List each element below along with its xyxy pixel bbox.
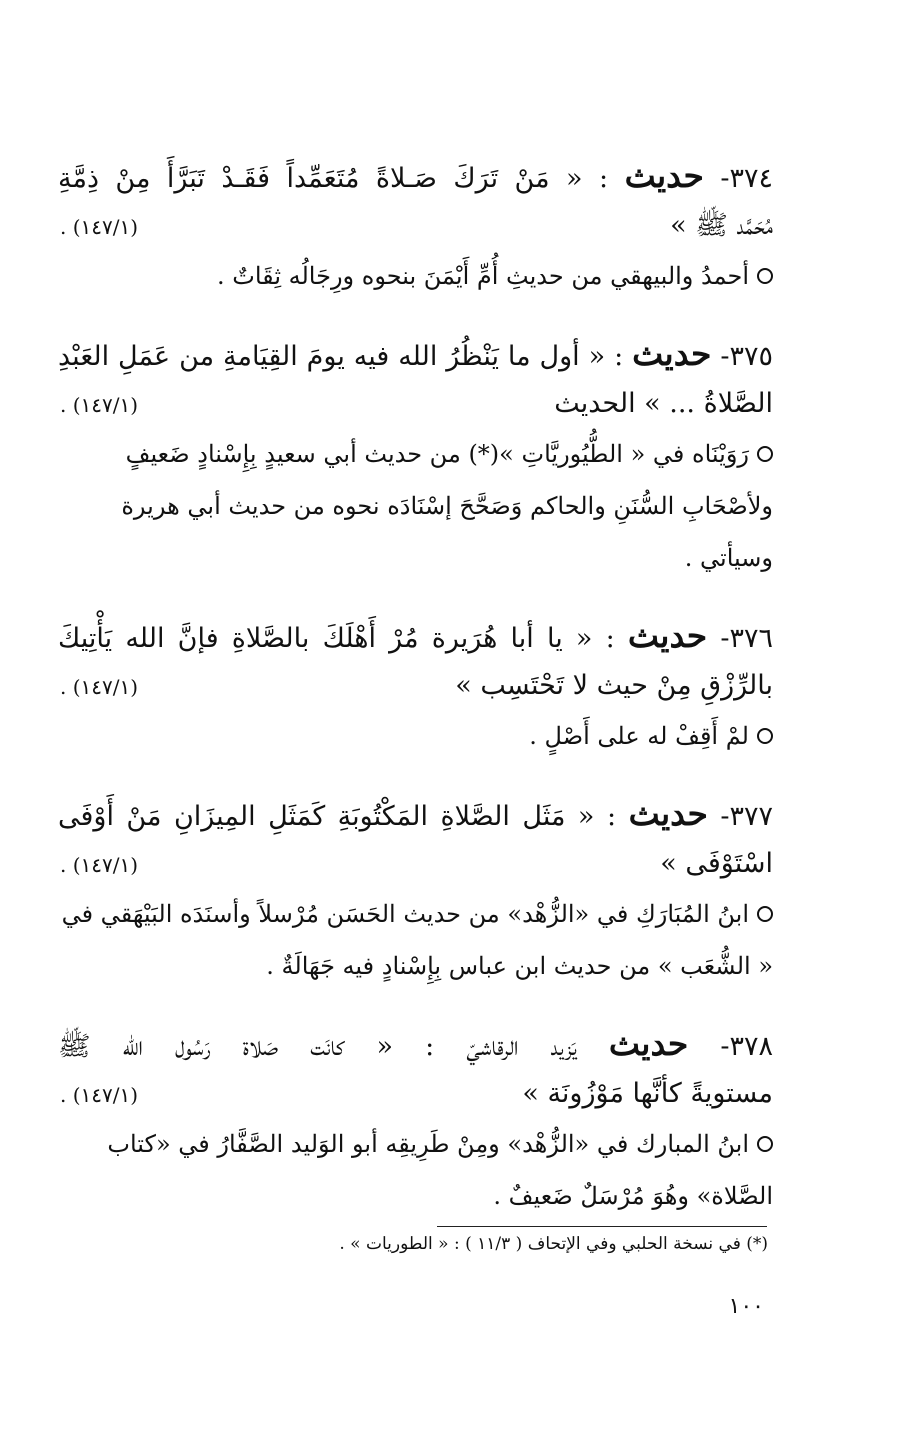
entry-first-line bbox=[58, 1018, 773, 1070]
entry-second-line bbox=[58, 840, 773, 888]
entry-number: ٣٧٧- bbox=[720, 801, 773, 832]
entry-second-line bbox=[58, 1070, 773, 1118]
volume-reference: (١٤٧/١) . bbox=[60, 1083, 139, 1107]
keyword-hadith: حديث bbox=[627, 616, 708, 655]
entry-colon: : bbox=[606, 801, 617, 832]
entry-text-continued: مُحَمَّد ﷺ » bbox=[670, 210, 773, 241]
footnote: (*) في نسخة الحلبي وفي الإتحاف ( ١١/٣ ) : « الطوريات » . bbox=[339, 1234, 768, 1254]
entry-number: ٣٧٥- bbox=[720, 341, 773, 372]
note-text: لمْ أَقِفْ له على أَصْلٍ . bbox=[529, 722, 749, 750]
entry-text-continued: بالرِّزْقِ مِنْ حيث لا تَحْتَسِب » bbox=[455, 670, 773, 701]
hadith-entry bbox=[58, 1018, 773, 1222]
entry-text-continued: الصَّلاةُ ... » الحديث bbox=[554, 388, 773, 419]
circle-bullet-icon bbox=[757, 1136, 773, 1152]
entry-second-line bbox=[58, 380, 773, 428]
volume-reference: (١٤٧/١) . bbox=[60, 853, 139, 877]
entry-first-line bbox=[58, 788, 773, 840]
entry-number: ٣٧٨- bbox=[720, 1031, 773, 1062]
volume-reference: (١٤٧/١) . bbox=[60, 215, 139, 239]
circle-bullet-icon bbox=[757, 728, 773, 744]
page-number: ١٠٠ bbox=[728, 1294, 764, 1319]
entry-text-continued: مستويةً كأنَّها مَوْزُونَة » bbox=[522, 1078, 773, 1109]
note-text: أحمدُ والبيهقي من حديثِ أُمِّ أَيْمَنَ بنحوه ورِجَالُه ثِقَاتٌ . bbox=[217, 262, 749, 290]
takhrij-note bbox=[58, 250, 773, 302]
keyword-hadith: حديث bbox=[632, 334, 712, 373]
note-text: ابنُ المبارك في «الزُّهْد» ومِنْ طَرِيقِه أبو الوَليد الصَّفَّارُ في «كتاب الصَّلاة» وهُوَ مُرْسَلٌ ضَعيفٌ . bbox=[107, 1130, 773, 1210]
takhrij-note bbox=[58, 1118, 773, 1222]
entry-first-line bbox=[58, 328, 773, 380]
entry-number: ٣٧٦- bbox=[720, 623, 773, 654]
entry-text: « مَنْ تَرَكَ صَـلاةً مُتَعَمِّداً فَقَـدْ تَبَرَّأَ مِنْ ذِمَّةِ bbox=[58, 163, 583, 194]
note-text: ابنُ المُبَارَكِ في «الزُّهْد» من حديث الحَسَن مُرْسلاً وأسنَدَه البَيْهَقي في « الشُّعَب » من حديث ابن عباس بِإِسْنادٍ فيه جَهَالَةٌ . bbox=[61, 900, 773, 980]
volume-reference: (١٤٧/١) . bbox=[60, 675, 139, 699]
takhrij-note bbox=[58, 888, 773, 992]
circle-bullet-icon bbox=[757, 906, 773, 922]
keyword-hadith: حديث bbox=[628, 794, 708, 833]
hadith-entry bbox=[58, 328, 773, 584]
entry-number: ٣٧٤- bbox=[720, 163, 773, 194]
entry-colon: : bbox=[605, 623, 615, 654]
hadith-entry bbox=[58, 610, 773, 762]
entry-text: « يا أبا هُرَيرة مُرْ أَهْلَكَ بالصَّلاةِ فإنَّ الله يَأْتِيكَ bbox=[58, 623, 593, 654]
entry-colon: : bbox=[614, 341, 624, 372]
takhrij-note bbox=[58, 428, 773, 584]
entry-colon: : bbox=[599, 163, 609, 194]
entry-text: « أول ما يَنْظُرُ الله فيه يومَ القِيَامةِ من عَمَلِ العَبْدِ bbox=[58, 341, 606, 372]
entry-second-line bbox=[58, 202, 773, 250]
circle-bullet-icon bbox=[757, 446, 773, 462]
footnote-divider bbox=[437, 1226, 767, 1227]
note-text: رَوَيْنَاه في « الطُّيُوريَّاتِ »(*) من حديث أبي سعيدٍ بِإِسْنادٍ ضَعيفٍ ولأصْحَابِ السُّنَنِ والحاكم وَصَحَّحَ إسْنَادَه نحوه من حديث أبي هريرة وسيأتي . bbox=[121, 440, 773, 572]
keyword-hadith: حديث bbox=[608, 1024, 689, 1063]
page-body bbox=[58, 150, 773, 1248]
entry-second-line bbox=[58, 662, 773, 710]
volume-reference: (١٤٧/١) . bbox=[60, 393, 139, 417]
takhrij-note bbox=[58, 710, 773, 762]
hadith-entry bbox=[58, 788, 773, 992]
entry-first-line bbox=[58, 610, 773, 662]
entry-text: يَزيد الرقاشيّ : « كانَت صَلاة رَسُول الله ﷺ bbox=[58, 1031, 577, 1062]
hadith-entry bbox=[58, 150, 773, 302]
entry-text: « مَثَل الصَّلاةِ المَكْتُوبَةِ كَمَثَلِ المِيزَانِ مَنْ أَوْفَى bbox=[58, 801, 595, 832]
keyword-hadith: حديث bbox=[624, 156, 704, 195]
circle-bullet-icon bbox=[757, 268, 773, 284]
entry-first-line bbox=[58, 150, 773, 202]
entry-text-continued: اسْتَوْفَى » bbox=[660, 848, 773, 879]
